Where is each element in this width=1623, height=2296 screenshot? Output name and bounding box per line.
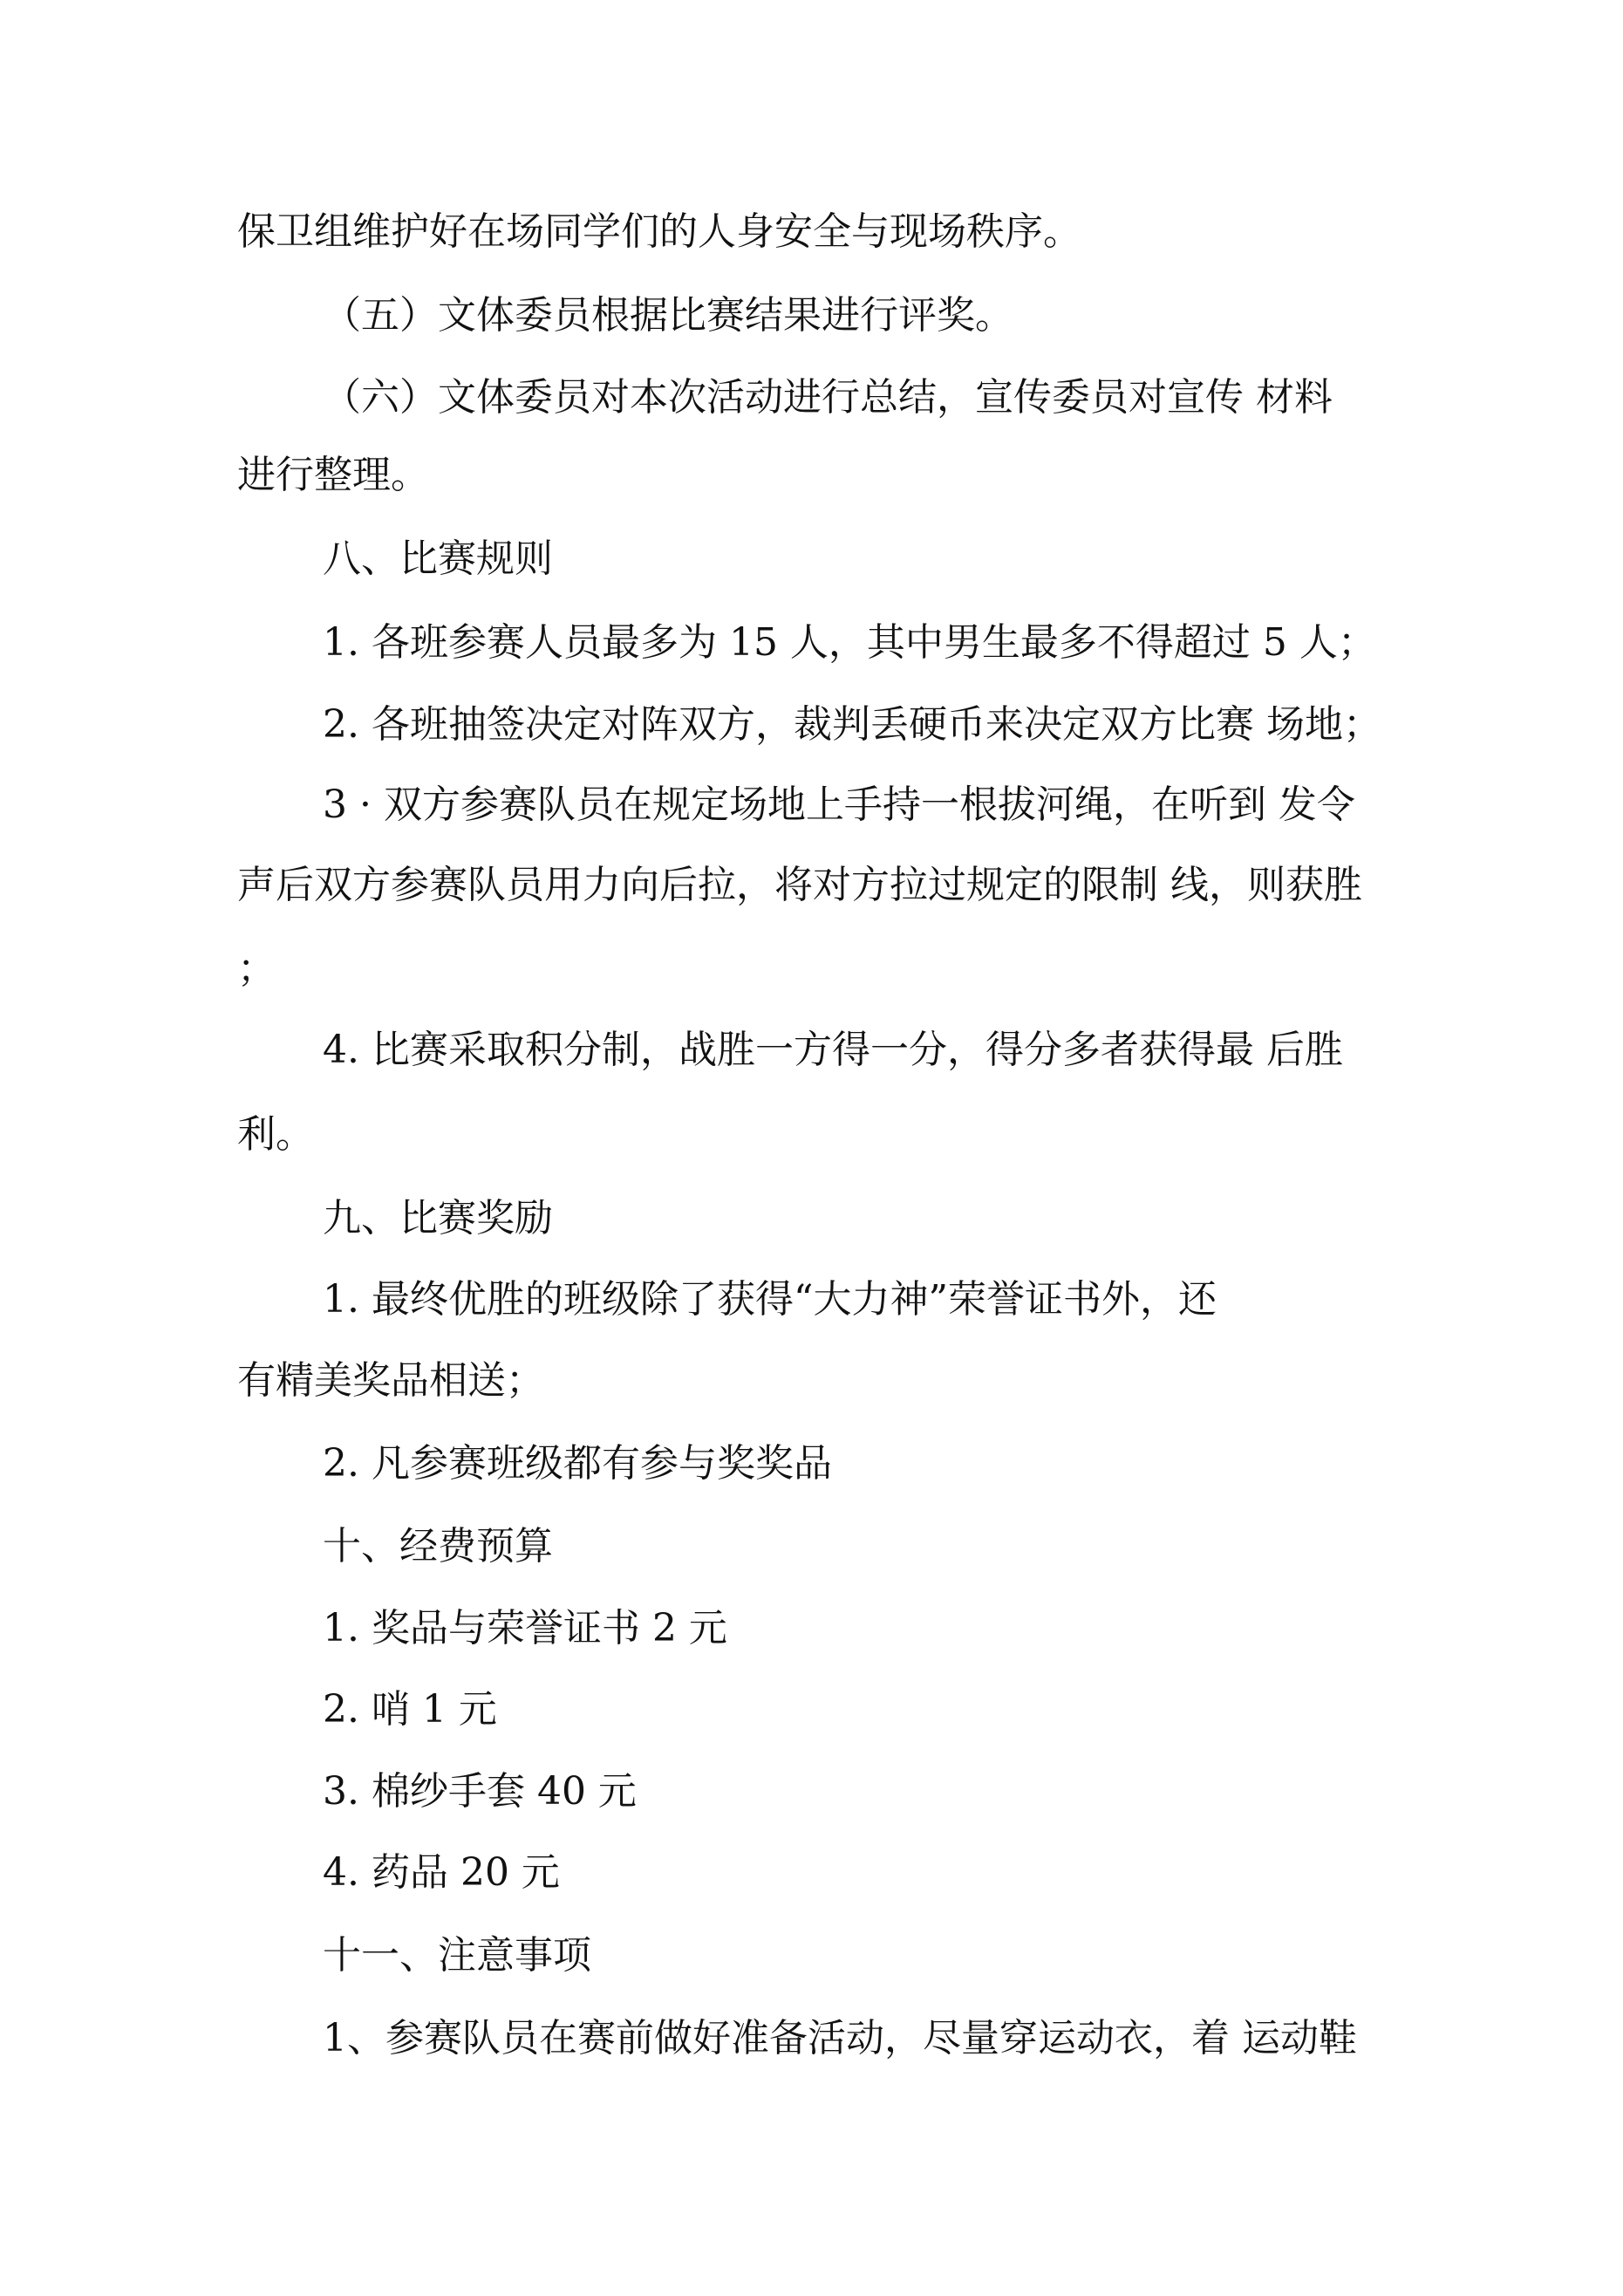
paragraph-line: （五）文体委员根据比赛结果进行评奖。 (323, 293, 1013, 338)
paragraph-line: 4. 比赛采取积分制，战胜一方得一分，得分多者获得最 后胜 (323, 1028, 1343, 1072)
paragraph-line: 1. 各班参赛人员最多为 15 人，其中男生最多不得超过 5 人； (323, 620, 1376, 665)
paragraph-line: 2. 凡参赛班级都有参与奖奖品 (323, 1441, 832, 1486)
paragraph-line: 有精美奖品相送； (237, 1358, 544, 1403)
paragraph-line: 1. 奖品与荣誉证书 2 元 (323, 1606, 727, 1650)
paragraph-line: 声后双方参赛队员用力向后拉，将对方拉过规定的限制 线，则获胜 (237, 863, 1362, 907)
paragraph-line: 进行整理。 (237, 453, 429, 497)
section-heading: 十一、注意事项 (323, 1933, 591, 1978)
paragraph-line: 1. 最终优胜的班级除了获得“大力神”荣誉证书外，还 (323, 1277, 1217, 1322)
section-heading: 十、经费预算 (323, 1524, 553, 1568)
section-heading: 八、比赛规则 (323, 536, 553, 581)
paragraph-line: 1、参赛队员在赛前做好准备活动，尽量穿运动衣，着 运动鞋 (323, 2016, 1357, 2060)
paragraph-line: 3 · 双方参赛队员在规定场地上手持一根拔河绳，在听到 发令 (323, 782, 1355, 827)
section-heading: 九、比赛奖励 (323, 1196, 553, 1240)
paragraph-line: （六）文体委员对本次活动进行总结，宣传委员对宣传 材料 (323, 375, 1333, 420)
paragraph-line: 2. 各班抽签决定对阵双方，裁判丢硬币来决定双方比赛 场地； (323, 702, 1381, 747)
paragraph-line: 利。 (237, 1112, 314, 1157)
paragraph-line: 2. 哨 1 元 (323, 1687, 497, 1732)
paragraph-line: 保卫组维护好在场同学们的人身安全与现场秩序。 (237, 209, 1081, 254)
paragraph-line: ； (237, 946, 276, 991)
paragraph-line: 3. 棉纱手套 40 元 (323, 1769, 637, 1814)
paragraph-line: 4. 药品 20 元 (323, 1850, 560, 1895)
